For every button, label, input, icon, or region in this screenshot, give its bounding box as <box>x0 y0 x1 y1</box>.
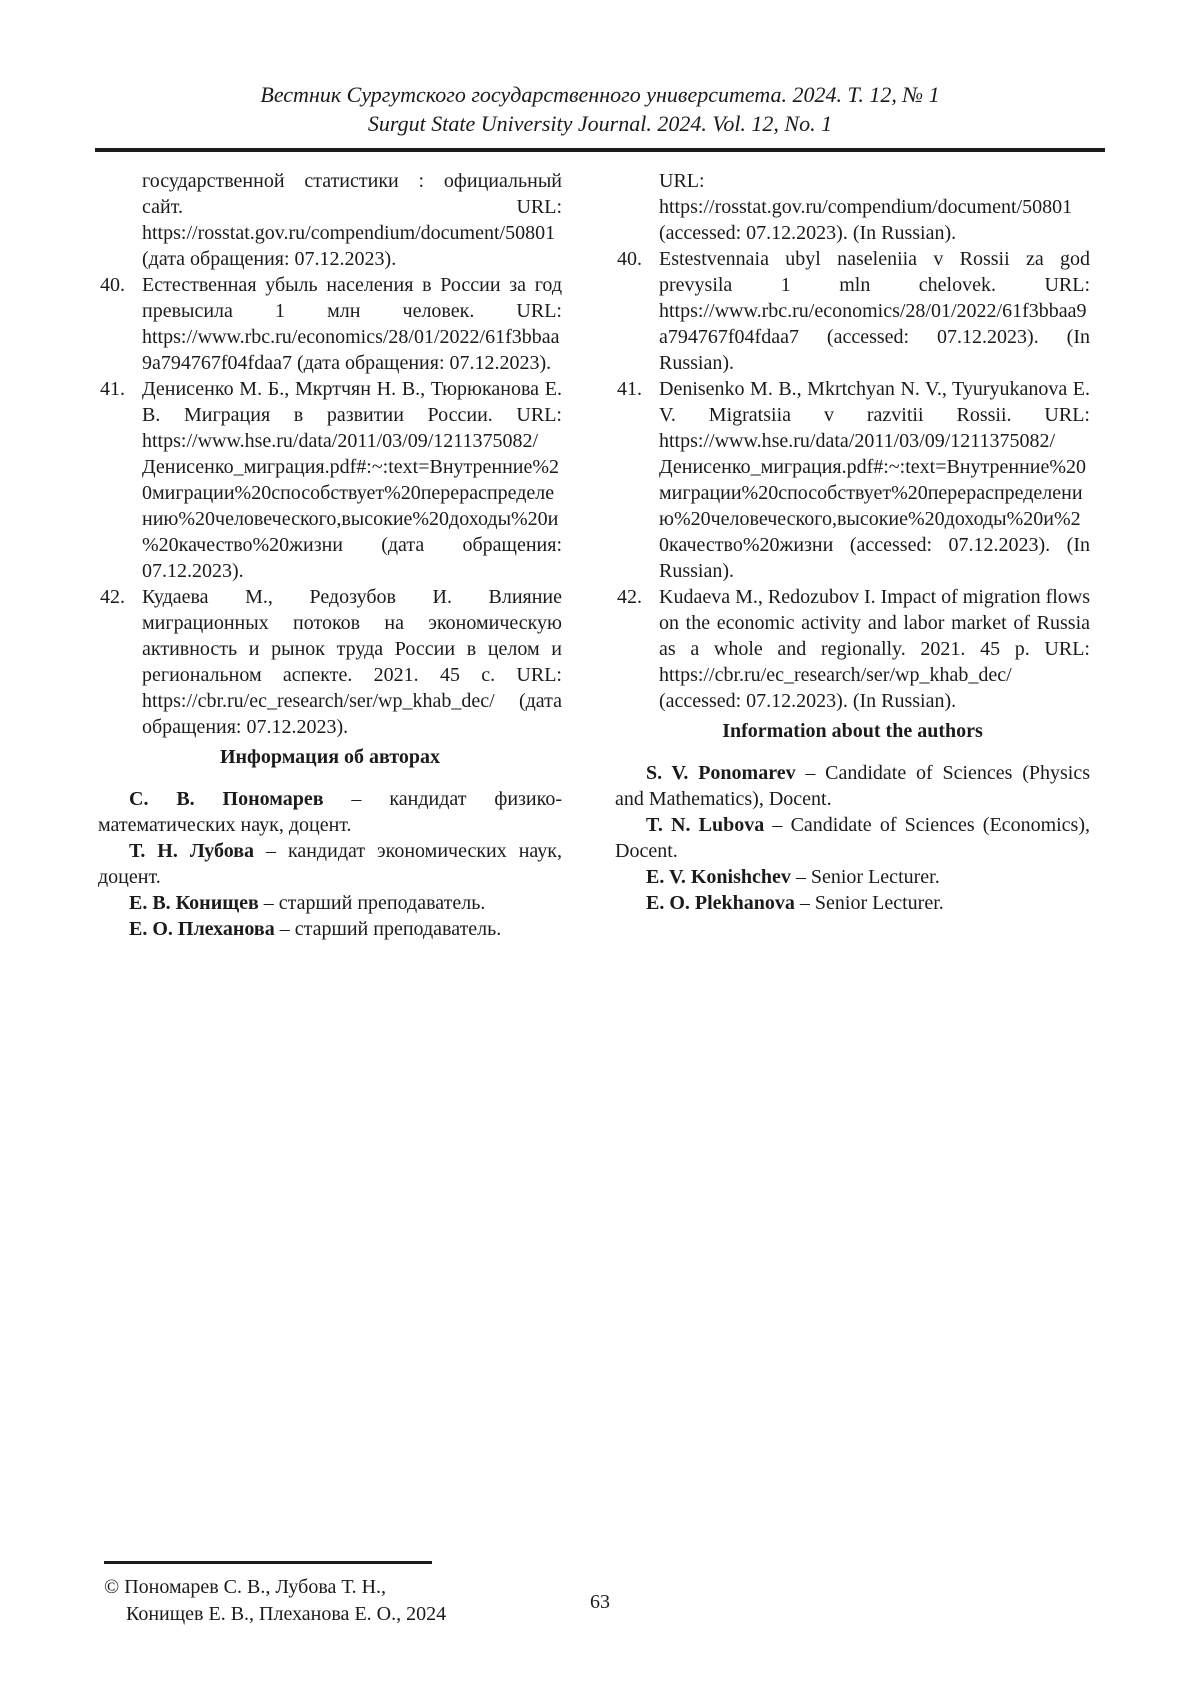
column-russian <box>98 168 562 942</box>
author-description: – старший преподаватель. <box>274 918 502 940</box>
reference-continuation-ru: государственной статистики : официальный сайт. URL: https://rosstat.gov.ru/compendium/document/50801 (дата обращения: 07.12.2023). <box>142 170 562 270</box>
author-entry <box>98 890 562 916</box>
reference-number: 42. <box>100 586 125 608</box>
reference-text: Кудаева М., Редозубов И. Влияние миграционных потоков на экономическую активность и рынок труда России в целом и региональном аспекте. 2021. 45 с. URL: https://cbr.ru/ec_research/ser/wp_khab_dec/ (дата обращения: 07.12.2023). <box>142 586 562 738</box>
author-entry <box>98 916 562 942</box>
reference-text: Kudaeva M., Redozubov I. Impact of migration flows on the economic activity and labor market of Russia as a whole and regionally. 2021. 45 p. URL: https://cbr.ru/ec_research/ser/wp_khab_dec/ (accessed: 07.12.2023). (In Russian). <box>659 586 1091 712</box>
reference-text: Estestvennaia ubyl naseleniia v Rossii za god prevysila 1 mln chelovek. URL: https://www.rbc.ru/economics/28/01/2022/61f3bbaa9a794767f04fdaa7 (accessed: 07.12.2023). (In Russian). <box>659 248 1090 374</box>
author-description: – Senior Lecturer. <box>794 892 944 914</box>
author-name: Е. О. Плеханова <box>129 918 275 940</box>
authors-heading-en: Information about the authors <box>722 720 983 742</box>
reference-number: 40. <box>100 274 125 296</box>
author-entry <box>98 786 562 838</box>
author-description: – Candidate of Sciences (Economics), Docent. <box>615 814 1090 862</box>
author-description: – Candidate of Sciences (Physics and Mathematics), Docent. <box>615 762 1090 810</box>
author-entry <box>615 864 1090 890</box>
copyright-line-1: © Пономарев С. В., Лубова Т. Н., <box>104 1576 387 1598</box>
header-rule <box>95 148 1105 152</box>
footer-rule <box>104 1561 432 1564</box>
authors-list-ru <box>98 786 562 942</box>
author-entry <box>98 838 562 890</box>
authors-heading-ru: Информация об авторах <box>219 746 441 768</box>
authors-list-en <box>615 760 1090 916</box>
reference-continuation-en: URL: https://rosstat.gov.ru/compendium/document/50801 (accessed: 07.12.2023). (In Russian). <box>659 170 1073 244</box>
author-name: T. N. Lubova <box>646 814 765 836</box>
author-description: – кандидат экономических наук, доцент. <box>98 840 562 888</box>
author-entry <box>615 812 1090 864</box>
author-description: – кандидат физико-математических наук, доцент. <box>98 788 562 836</box>
reference-items-ru <box>98 272 562 740</box>
reference-number: 40. <box>617 248 642 270</box>
journal-title-ru: Вестник Сургутского государственного университета. 2024. Т. 12, № 1 <box>260 82 940 107</box>
reference-item <box>615 584 1090 714</box>
author-name: S. V. Ponomarev <box>646 762 796 784</box>
reference-item <box>98 272 562 376</box>
page-number: 63 <box>590 1591 610 1613</box>
author-entry <box>615 890 1090 916</box>
page-header <box>0 0 1200 138</box>
reference-text: Denisenko M. B., Mkrtchyan N. V., Tyuryukanova E. V. Migratsiia v razvitii Rossii. URL: https://www.hse.ru/data/2011/03/09/1211375082/Денисенко_миграция.pdf#:~:text=Внутренние%20миграции%20способствует%20перераспределению%20человеческого,высокие%20доходы%20и%20качество%20жизни (accessed: 07.12.2023). (In Russian). <box>659 378 1090 582</box>
author-description: – старший преподаватель. <box>258 892 486 914</box>
reference-number: 42. <box>617 586 642 608</box>
reference-text: Денисенко М. Б., Мкртчян Н. В., Тюрюканова Е. В. Миграция в развитии России. URL: https://www.hse.ru/data/2011/03/09/1211375082/Денисенко_миграция.pdf#:~:text=Внутренние%20миграции%20способствует%20перераспределению%20человеческого,высокие%20доходы%20и%20качество%20жизни (дата обращения: 07.12.2023). <box>142 378 562 582</box>
author-name: Е. В. Конищев <box>129 892 259 914</box>
author-name: С. В. Пономарев <box>129 788 324 810</box>
author-name: Т. Н. Лубова <box>129 840 255 862</box>
reference-items-en <box>615 246 1090 714</box>
reference-item <box>615 246 1090 376</box>
author-description: – Senior Lecturer. <box>790 866 940 888</box>
copyright-line-2: Конищев Е. В., Плеханова Е. О., 2024 <box>126 1603 447 1625</box>
two-column-body <box>98 168 1200 942</box>
reference-item <box>98 376 562 584</box>
author-entry <box>615 760 1090 812</box>
journal-title-en: Surgut State University Journal. 2024. Vol. 12, No. 1 <box>367 111 833 136</box>
reference-number: 41. <box>617 378 642 400</box>
reference-item <box>615 376 1090 584</box>
reference-number: 41. <box>100 378 125 400</box>
author-name: E. V. Konishchev <box>646 866 791 888</box>
reference-list-ru <box>98 168 562 740</box>
author-name: E. O. Plekhanova <box>646 892 795 914</box>
column-english <box>615 168 1090 942</box>
reference-list-en <box>615 168 1090 714</box>
reference-item <box>98 584 562 740</box>
reference-text: Естественная убыль населения в России за год превысила 1 млн человек. URL: https://www.rbc.ru/economics/28/01/2022/61f3bbaa9a794767f04fdaa7 (дата обращения: 07.12.2023). <box>142 274 562 374</box>
